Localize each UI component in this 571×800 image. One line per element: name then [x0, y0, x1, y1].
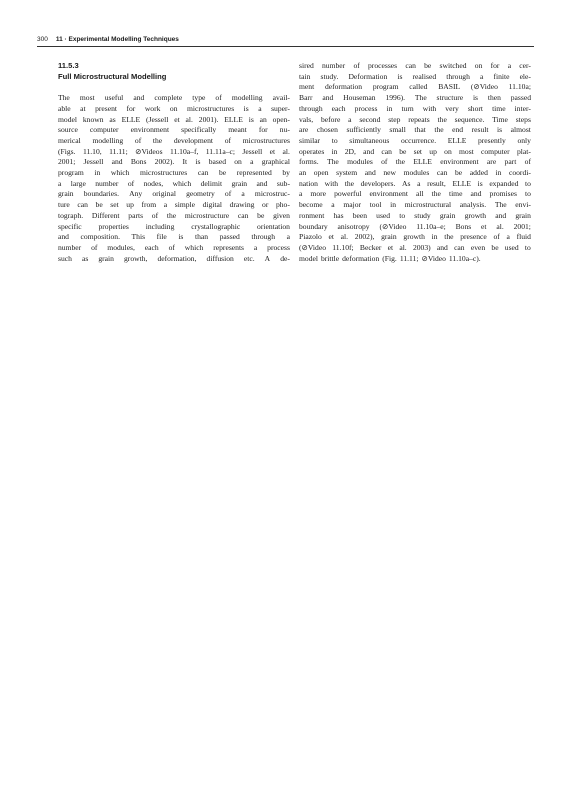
- text-line: tain study. Deformation is realised through a finite ele-: [299, 71, 531, 81]
- text-line: ronment has been used to study grain growth and grain: [299, 210, 531, 220]
- text-line: ment deformation program called BASIL (⊘Video 11.10a;: [299, 82, 531, 92]
- text-line: nation with the developers. As a result, ELLE is expanded to: [299, 178, 531, 188]
- text-line: (⊘Video 11.10f; Becker et al. 2003) and can even be used to: [299, 242, 531, 252]
- text-line: operates in 2D, and can be set up on most computer plat-: [299, 146, 531, 156]
- section-number: 11.5.3: [58, 61, 79, 70]
- page-number: 300: [37, 36, 48, 43]
- text-line: The most useful and complete type of modelling avail-: [58, 93, 290, 103]
- text-line: 2001; Jessell and Bons 2002). It is based on a graphical: [58, 157, 290, 167]
- text-line: Barr and Houseman 1996). The structure is then passed: [299, 93, 531, 103]
- text-line: are chosen sufficiently small that the end result is almost: [299, 125, 531, 135]
- text-line: source computer environment specifically meant for nu-: [58, 125, 290, 135]
- text-line: boundary anisotropy (⊘Video 11.10a–e; Bons et al. 2001;: [299, 221, 531, 231]
- right-column: [299, 61, 531, 264]
- text-line: model known as ELLE (Jessell et al. 2001). ELLE is an open-: [58, 114, 290, 124]
- running-header: [37, 36, 534, 43]
- text-line: grain boundaries. Any original geometry of a microstruc-: [58, 189, 290, 199]
- text-line: sired number of processes can be switched on for a cer-: [299, 61, 531, 70]
- left-column: [58, 61, 290, 264]
- text-line: similar to simultaneous occurrence. ELLE presently only: [299, 135, 531, 145]
- text-line: a large number of nodes, which delimit grain and sub-: [58, 178, 290, 188]
- text-line: number of modules, each of which represents a process: [58, 242, 290, 252]
- text-line: and composition. This file is than passed through a: [58, 232, 290, 242]
- text-line: program in which microstructures can be represented by: [58, 168, 290, 178]
- text-line: an open system and new modules can be added in coordi-: [299, 168, 531, 178]
- text-line: a more powerful environment all the time and promises to: [299, 189, 531, 199]
- text-line: vals, before a second step repeats the sequence. Time steps: [299, 114, 531, 124]
- text-line: tograph. Different parts of the microstructure can be given: [58, 210, 290, 220]
- text-line: model brittle deformation (Fig. 11.11; ⊘Video 11.10a–c).: [299, 253, 481, 263]
- text-line: Piazolo et al. 2002), grain growth in the presence of a fluid: [299, 232, 531, 242]
- text-line: able at present for work on microstructures is a super-: [58, 103, 290, 113]
- running-title: 11 · Experimental Modelling Techniques: [55, 36, 179, 43]
- header-rule: [37, 46, 534, 47]
- text-line: merical modelling of the development of microstructures: [58, 135, 290, 145]
- text-line: specific properties including crystallographic orientation: [58, 221, 290, 231]
- text-line: (Figs. 11.10, 11.11; ⊘Videos 11.10a–f, 11.11a–c; Jessell et al.: [58, 146, 290, 156]
- section-title: Full Microstructural Modelling: [58, 71, 167, 81]
- text-line: become a major tool in microstructural analysis. The envi-: [299, 200, 531, 210]
- text-line: through each process in turn with very short time inter-: [299, 103, 531, 113]
- text-line: forms. The modules of the ELLE environment are part of: [299, 157, 531, 167]
- text-line: ture can be set up from a simple digital drawing or pho-: [58, 200, 290, 210]
- text-line: such as grain growth, deformation, diffusion etc. A de-: [58, 253, 290, 263]
